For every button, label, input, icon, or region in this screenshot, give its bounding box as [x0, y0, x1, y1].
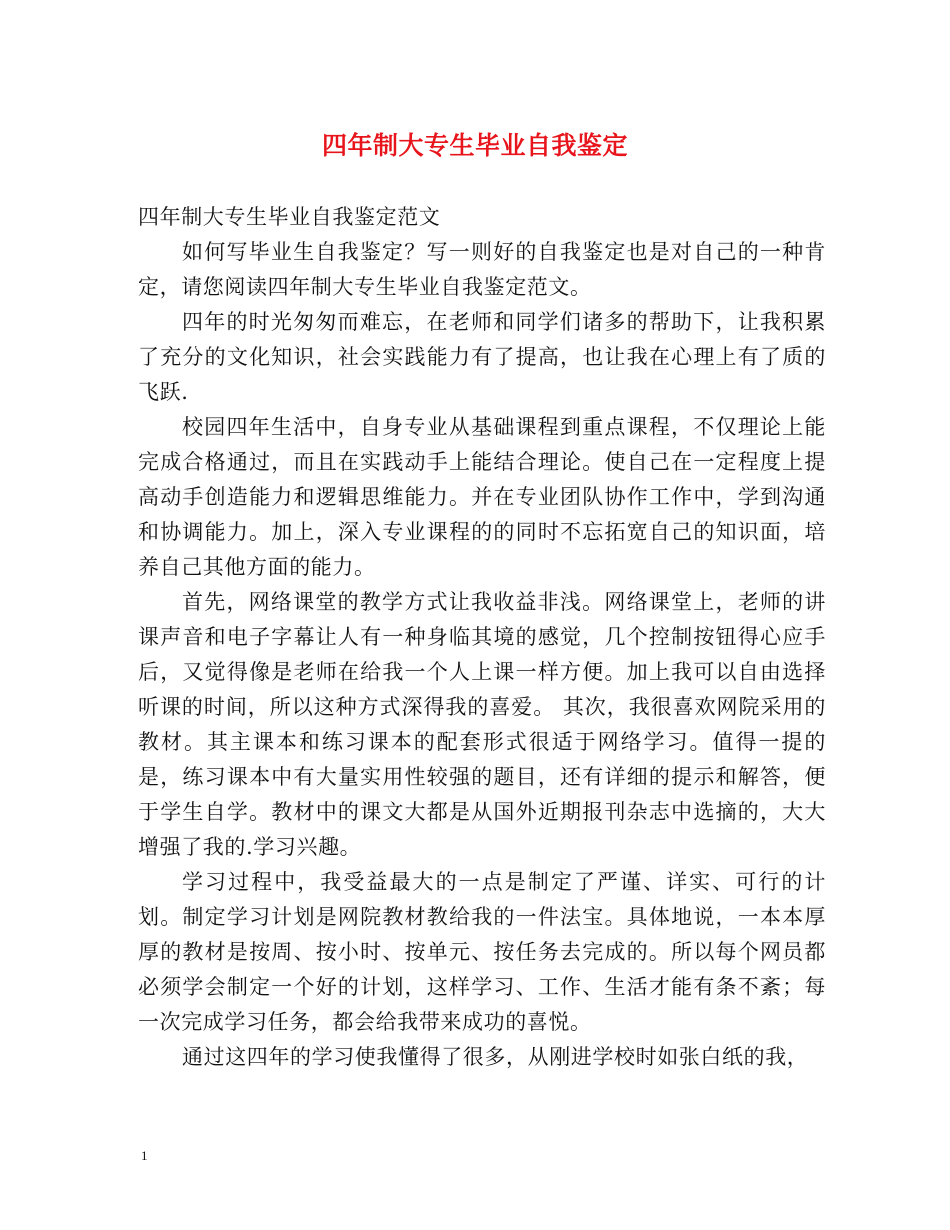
document-body: [138, 200, 826, 1075]
paragraph-study-plan: 学习过程中，我受益最大的一点是制定了严谨、详实、可行的计划。制定学习计划是网院教材教给我的一件法宝。具体地说，一本本厚厚的教材是按周、按小时、按单元、按任务去完成的。所以每个网员都必须学会制定一个好的计划，这样学习、工作、生活才能有条不紊；每一次完成学习任务，都会给我带来成功的喜悦。: [138, 870, 826, 1034]
document-subtitle: 四年制大专生毕业自我鉴定范文: [138, 205, 441, 229]
document-title: 四年制大专生毕业自我鉴定: [321, 131, 628, 160]
paragraph-conclusion: 通过这四年的学习使我懂得了很多，从刚进学校时如张白纸的我，: [182, 1045, 809, 1069]
paragraph-intro: 如何写毕业生自我鉴定？写一则好的自我鉴定也是对自己的一种肯定，请您阅读四年制大专生毕业自我鉴定范文。: [138, 240, 826, 299]
paragraph-online-classroom: 首先，网络课堂的教学方式让我收益非浅。网络课堂上，老师的讲课声音和电子字幕让人有一种身临其境的感觉，几个控制按钮得心应手后，又觉得像是老师在给我一个人上课一样方便。加上我可以自由选择听课的时间，所以这种方式深得我的喜爱。 其次，我很喜欢网院采用的教材。其主课本和练习课本的配套形式很适于网络学习。值得一提的是，练习课本中有大量实用性较强的题目，还有详细的提示和解答，便于学生自学。教材中的课文大都是从国外近期报刊杂志中选摘的，大大增强了我的.学习兴趣。: [138, 590, 826, 859]
paragraph-four-years: 四年的时光匆匆而难忘，在老师和同学们诸多的帮助下，让我积累了充分的文化知识，社会实践能力有了提高，也让我在心理上有了质的飞跃.: [138, 310, 826, 404]
paragraph-campus-life: 校园四年生活中，自身专业从基础课程到重点课程，不仅理论上能完成合格通过，而且在实践动手上能结合理论。使自己在一定程度上提高动手创造能力和逻辑思维能力。并在专业团队协作工作中，学到沟通和协调能力。加上，深入专业课程的的同时不忘拓宽自己的知识面，培养自己其他方面的能力。: [138, 415, 826, 579]
page-number: 1: [141, 1148, 148, 1163]
